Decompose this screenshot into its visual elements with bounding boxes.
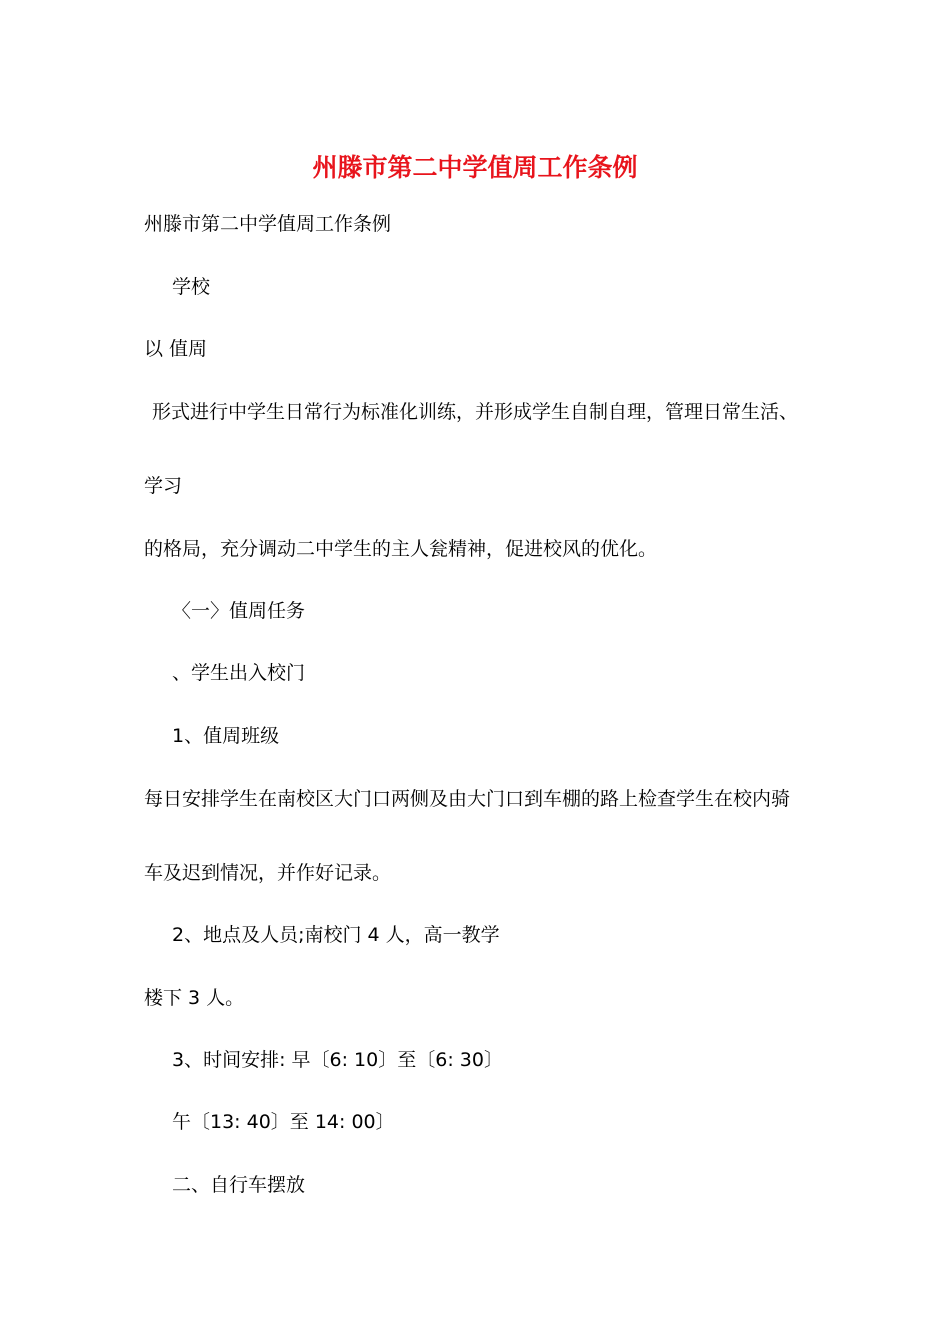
paragraph-line: 的格局，充分调动二中学生的主人瓮精神，促进校风的优化。	[144, 538, 658, 560]
section-heading: 二、自行车摆放	[172, 1174, 306, 1196]
paragraph-line: 楼下 3 人。	[144, 987, 245, 1009]
list-item: 1、值周班级	[172, 725, 280, 747]
section-heading: 〈一〉值周任务	[172, 600, 306, 622]
list-item: 3、时间安排: 早〔6: 10〕至〔6: 30〕	[172, 1049, 503, 1071]
subtitle-line: 州滕市第二中学值周工作条例	[144, 213, 392, 235]
paragraph-line: 午〔13: 40〕至 14: 00〕	[172, 1111, 395, 1133]
list-item: 2、地点及人员;南校门 4 人，高一教学	[172, 924, 500, 946]
paragraph-line: 车及迟到情况，并作好记录。	[144, 862, 392, 884]
document-title: 州滕市第二中学值周工作条例	[312, 153, 638, 182]
section-heading: 、学生出入校门	[172, 662, 306, 684]
paragraph-line: 每日安排学生在南校区大门口两侧及由大门口到车棚的路上检查学生在校内骑	[144, 788, 791, 810]
paragraph-line: 学校	[172, 276, 211, 298]
paragraph-line: 形式进行中学生日常行为标准化训练，并形成学生自制自理，管理日常生活、	[152, 401, 799, 423]
paragraph-line: 以 值周	[144, 338, 208, 360]
paragraph-line: 学习	[144, 475, 183, 497]
